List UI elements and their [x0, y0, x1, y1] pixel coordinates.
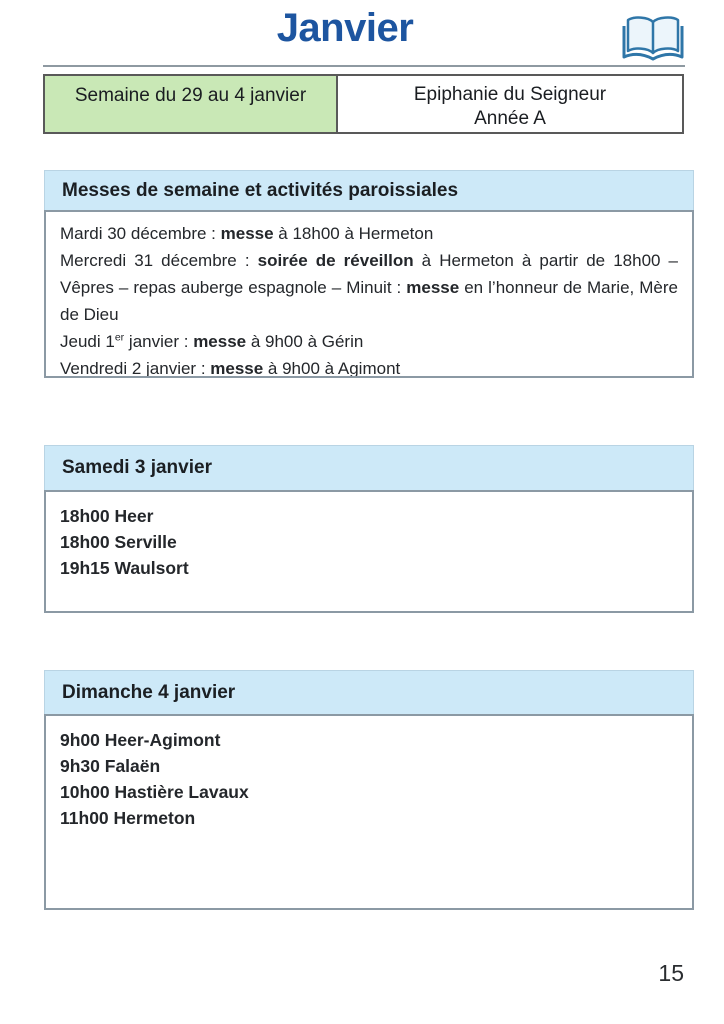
liturgical-year: Année A — [474, 108, 546, 129]
week-table — [43, 74, 684, 134]
section-saturday — [44, 445, 694, 613]
section-weekday-masses-header — [44, 170, 694, 210]
masthead — [0, 0, 724, 64]
text-line: 9h30 Falaën — [60, 756, 161, 776]
feast-name: Epiphanie du Seigneur — [413, 84, 607, 105]
text-line: Vendredi 2 janvier : messe à 9h00 à Agimont — [60, 359, 401, 378]
text-line: 18h00 Serville — [60, 532, 177, 552]
section-header-label: Samedi 3 janvier — [62, 457, 212, 478]
section-sunday-body — [44, 714, 694, 910]
section-saturday-header — [44, 445, 694, 490]
week-table-row — [44, 75, 683, 133]
text-line: Jeudi 1er janvier : messe à 9h00 à Gérin — [60, 331, 364, 351]
text-line: 18h00 Heer — [60, 506, 154, 526]
week-range-cell: Semaine du 29 au 4 janvier — [44, 75, 337, 133]
section-weekday-masses-body — [44, 210, 694, 378]
text-line: Mardi 30 décembre : messe à 18h00 à Hermeton — [60, 224, 434, 243]
title-divider — [43, 65, 685, 67]
page-title: Janvier — [276, 6, 414, 50]
section-sunday — [44, 670, 694, 910]
page-number: 15 — [658, 960, 684, 986]
section-header-label: Messes de semaine et activités paroissiales — [62, 179, 459, 201]
text-line: Mercredi 31 décembre : soirée de réveillon à Hermeton à partir de 18h00 – Vêpres – repas auberge espagnole – Minuit : messe en l’honneur de Marie, Mère de Dieu — [60, 251, 678, 324]
feast-cell — [337, 75, 683, 133]
section-saturday-body — [44, 490, 694, 613]
text-line: 11h00 Hermeton — [60, 808, 196, 828]
text-line: 19h15 Waulsort — [60, 558, 189, 578]
text-line: 9h00 Heer-Agimont — [60, 730, 221, 750]
section-sunday-header — [44, 670, 694, 714]
open-book-icon — [620, 13, 686, 63]
section-header-label: Dimanche 4 janvier — [62, 681, 236, 703]
section-weekday-masses — [44, 170, 694, 378]
text-line: 10h00 Hastière Lavaux — [60, 782, 249, 802]
